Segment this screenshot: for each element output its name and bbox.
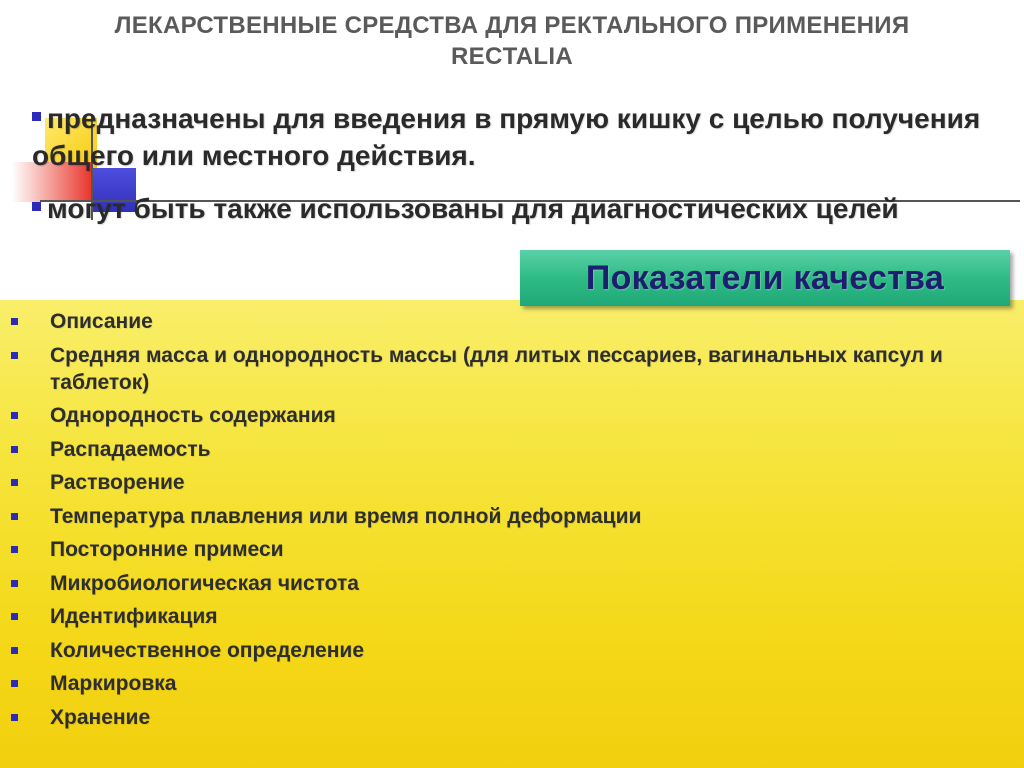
list-item: [0, 342, 1024, 396]
list-item: [0, 670, 1024, 697]
list-item-text: Хранение: [50, 705, 151, 729]
list-item-text: Идентификация: [50, 605, 218, 628]
title-line-1: ЛЕКАРСТВЕННЫЕ СРЕДСТВА ДЛЯ РЕКТАЛЬНОГО ПРИМЕНЕНИЯ: [114, 12, 910, 39]
square-bullet-icon: [11, 318, 18, 325]
square-bullet-icon: [11, 446, 18, 453]
quality-header: Показатели качества: [585, 258, 945, 297]
list-item: [0, 704, 1024, 731]
square-bullet-icon: [11, 412, 18, 419]
list-item: [0, 637, 1024, 664]
square-bullet-icon: [11, 647, 18, 654]
list-item: [0, 570, 1024, 597]
list-item-text: Маркировка: [50, 672, 177, 695]
quality-header-box: [520, 250, 1010, 306]
square-bullet-icon: [11, 580, 18, 587]
list-item: [0, 603, 1024, 630]
list-item-text: Однородность содержания: [50, 404, 336, 427]
list-item: [0, 536, 1024, 563]
intro-bullet: [32, 100, 1017, 174]
list-item-text: Растворение: [50, 471, 185, 494]
list-item: [0, 503, 1024, 530]
list-item-text: Средняя масса и однородность массы (для литых пессариев, вагинальных капсул и таблеток): [50, 343, 943, 394]
list-item: [0, 469, 1024, 496]
list-item-text: Количественное определение: [50, 638, 364, 662]
quality-list: [0, 308, 1024, 737]
square-bullet-icon: [11, 680, 18, 687]
list-item-text: Распадаемость: [50, 437, 211, 461]
square-bullet-icon: [11, 513, 18, 520]
square-bullet-icon: [11, 546, 18, 553]
title-line-2: RECTALIA: [451, 43, 573, 70]
intro-bullet-text: предназначены для введения в прямую кишку с целью получения общего или местного действия.: [32, 103, 981, 171]
list-item-text: Описание: [50, 310, 153, 333]
list-item-text: Посторонние примеси: [50, 538, 284, 561]
slide-title: [0, 10, 1024, 72]
square-bullet-icon: [32, 202, 41, 211]
list-item: [0, 436, 1024, 463]
square-bullet-icon: [11, 352, 18, 359]
intro-bullet-text: могут быть также использованы для диагностических целей: [47, 193, 899, 224]
square-bullet-icon: [11, 714, 18, 721]
list-item: [0, 308, 1024, 335]
list-item: [0, 402, 1024, 429]
square-bullet-icon: [11, 479, 18, 486]
intro-bullet: [32, 190, 1017, 227]
square-bullet-icon: [32, 112, 41, 121]
list-item-text: Температура плавления или время полной деформации: [50, 504, 642, 528]
square-bullet-icon: [11, 613, 18, 620]
list-item-text: Микробиологическая чистота: [50, 571, 359, 595]
